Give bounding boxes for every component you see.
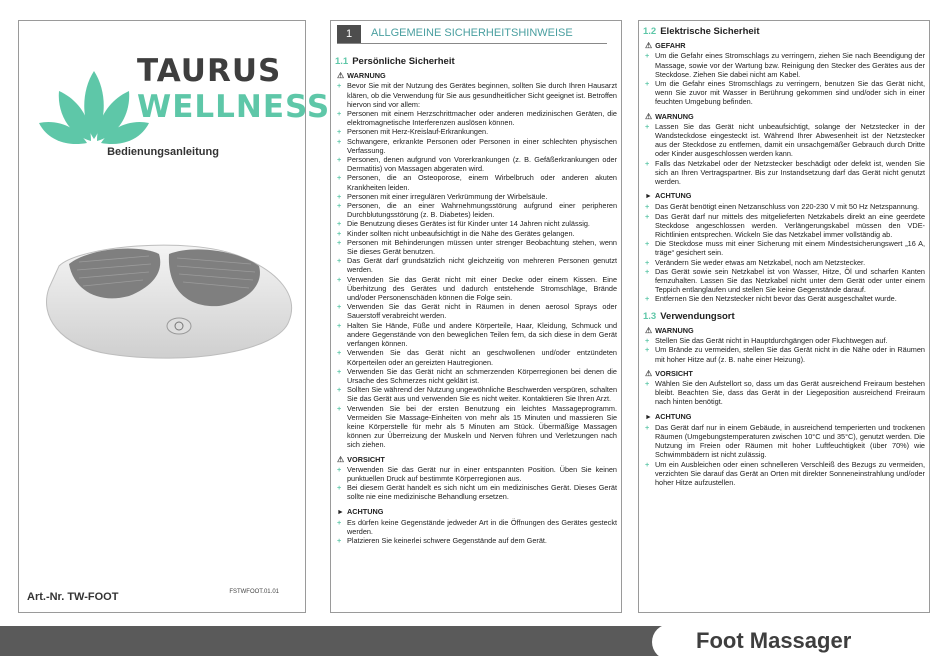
- list-item: + Verwenden Sie das Gerät nicht mit einer Decke oder einem Kissen. Eine Überhitzung des Gerätes und dadurch entstehende Stromschläge, Brände und/oder Personenschäden können die Folge sein.: [335, 275, 617, 303]
- brand-name-line1: TAURUS: [137, 53, 282, 89]
- electrical-safety-content: [643, 27, 925, 487]
- personal-safety-content: [335, 57, 617, 545]
- list-item: + Verwenden Sie das Gerät nicht an schmerzenden Körperregionen bei denen die Ursache des Schmerzes nicht geklärt ist.: [335, 367, 617, 385]
- arrow-right-icon: ►: [645, 193, 652, 201]
- warning-list: [643, 336, 925, 364]
- attention-list: [643, 423, 925, 487]
- list-item: + Halten Sie Hände, Füße und andere Körperteile, Haar, Kleidung, Schmuck und andere Gegenstände von den beweglichen Teilen fern, da sich diese in dem Gerät verfangen können.: [335, 321, 617, 349]
- caution-label: ⚠ VORSICHT: [337, 454, 385, 464]
- warning-triangle-icon: ⚠: [645, 325, 653, 335]
- attention-label: ► ACHTUNG: [645, 411, 692, 421]
- list-item: + Platzieren Sie keinerlei schwere Gegenstände auf dem Gerät.: [335, 536, 617, 545]
- attention-label: ► ACHTUNG: [337, 506, 384, 516]
- product-name: Foot Massager: [696, 628, 852, 653]
- list-item: + Personen, die an Osteoporose, einem Wirbelbruch oder anderen akuten Krankheiten leiden.: [335, 173, 617, 191]
- warning-list: [335, 81, 617, 449]
- list-item: + Schwangere, erkrankte Personen oder Personen in einer schlechten physischen Verfassung.: [335, 137, 617, 155]
- attention-label: ► ACHTUNG: [645, 191, 692, 201]
- warning-triangle-icon: ⚠: [337, 71, 345, 81]
- subsection-heading-1-3: 1.3 Verwendungsort: [643, 310, 735, 322]
- list-item: + Entfernen Sie den Netzstecker nicht bevor das Gerät ausgeschaltet wurde.: [643, 294, 925, 303]
- list-item: + Um die Gefahr eines Stromschlags zu verringern, benutzen Sie das Gerät nicht, wenn Sie zuvor mit Wasser in Berührung gekommen sind und/oder sich in einer feuchten Umgebung befinden.: [643, 79, 925, 107]
- section-title: ALLGEMEINE SICHERHEITSHINWEISE: [371, 27, 573, 39]
- foot-massager-image: [39, 226, 299, 376]
- arrow-right-icon: ►: [337, 508, 344, 516]
- list-item: + Sollten Sie während der Nutzung ungewöhnliche Beschwerden verspüren, schalten Sie das Gerät aus und verwenden Sie es nicht weiter. Kontaktieren Sie Ihren Arzt.: [335, 385, 617, 403]
- list-item: + Das Gerät sowie sein Netzkabel ist von Wasser, Hitze, Öl und scharfen Kanten fernzuhalten. Lassen Sie das Netzkabel nicht unter dem Gerät oder unter einem Teppich entlanglaufen und stellen Sie keine Gegenstände darauf.: [643, 267, 925, 295]
- list-item: + Personen mit einem Herzschrittmacher oder anderen medizinischen Geräten, die elektromagnetische Interferenzen auslösen können.: [335, 109, 617, 127]
- warning-label: ⚠ WARNUNG: [337, 71, 386, 81]
- list-item: + Das Gerät benötigt einen Netzanschluss von 220-230 V mit 50 Hz Netzspannung.: [643, 202, 925, 211]
- list-item: + Die Steckdose muss mit einer Sicherung mit einem Mindestsicherungswert „16 A, träge“ gesichert sein.: [643, 239, 925, 257]
- list-item: + Stellen Sie das Gerät nicht in Hauptdurchgängen oder Fluchtwegen auf.: [643, 336, 925, 345]
- list-item: + Bei diesem Gerät handelt es sich nicht um ein medizinisches Gerät. Dieses Gerät sollte nie eine medizinische Behandlung ersetzen.: [335, 483, 617, 501]
- attention-list: [643, 202, 925, 303]
- section-header: [337, 25, 607, 44]
- document-code: FSTWFOOT.01.01: [229, 589, 279, 595]
- warning-triangle-icon: ⚠: [337, 454, 345, 464]
- list-item: + Das Gerät darf nur mittels des mitgelieferten Netzkabels direkt an eine geerdete Steckdose angeschlossen werden. Verlängerungskabel müssen den VDE-Richtlinien entsprechen. Wickeln Sie das Netzkabel immer vollständig ab.: [643, 212, 925, 240]
- warning-label: ⚠ WARNUNG: [645, 111, 694, 121]
- list-item: + Verwenden Sie das Gerät nur in einer entspannten Position. Üben Sie keinen punktuellen Druck auf bestimmte Körperregionen aus.: [335, 465, 617, 483]
- list-item: + Es dürfen keine Gegenstände jedweder Art in die Öffnungen des Gerätes gesteckt werden.: [335, 518, 617, 536]
- danger-list: [643, 51, 925, 106]
- list-item: + Kinder sollten nicht unbeaufsichtigt in die Nähe des Gerätes gelangen.: [335, 229, 617, 238]
- cover-panel: [18, 20, 331, 613]
- list-item: + Falls das Netzkabel oder der Netzstecker beschädigt oder defekt ist, wenden Sie sich an Ihren Vertragspartner. Bis zur Instandsetzung darf das Gerät nicht genutzt werden.: [643, 159, 925, 187]
- list-item: + Personen mit Behinderungen müssen unter strenger Beobachtung stehen, wenn Sie dieses Gerät benutzen.: [335, 238, 617, 256]
- subsection-heading-1-1: 1.1 Persönliche Sicherheit: [335, 56, 455, 67]
- list-item: + Personen mit Herz-Kreislauf-Erkrankungen.: [335, 127, 617, 136]
- list-item: + Wählen Sie den Aufstellort so, dass um das Gerät ausreichend Freiraum bestehen bleibt. Beachten Sie, dass das Gerät in der Liegeposition ausreichend Freiraum nach hinten benötigt.: [643, 379, 925, 407]
- list-item: + Die Benutzung dieses Gerätes ist für Kinder unter 14 Jahren nicht zulässig.: [335, 219, 617, 228]
- list-item: + Personen mit einer irregulären Verkrümmung der Wirbelsäule.: [335, 192, 617, 201]
- article-number: Art.-Nr. TW-FOOT: [27, 591, 119, 603]
- list-item: + Das Gerät darf nur in einem Gebäude, in ausreichend temperierten und trockenen Räumen (Umgebungstemperaturen zwischen 10°C und 35°C), genutzt werden. Die Nutzung im Freien oder Räumen mit hoher Luftfeuchtigkeit (über 70%) wie Schwimmbädern ist nicht zulässig.: [643, 423, 925, 460]
- caution-label: ⚠ VORSICHT: [645, 368, 693, 378]
- manual-title: Bedienungsanleitung: [107, 146, 219, 158]
- warning-triangle-icon: ⚠: [645, 41, 653, 51]
- list-item: + Verwenden Sie das Gerät nicht an geschwollenen und/oder entzündeten Körperteilen oder an gereizten Hautregionen.: [335, 348, 617, 366]
- list-item: + Verwenden Sie bei der ersten Benutzung ein leichtes Massageprogramm. Vermeiden Sie Massage-Einheiten von mehr als 15 Minuten und massieren Sie keine Körperstelle für mehr als 5 Minuten am Stück. Übermäßige Massagen können zur Überreizung der Muskeln und Nerven führen und Verletzungen nach sich ziehen.: [335, 404, 617, 450]
- warning-list: [643, 122, 925, 186]
- caution-list: [335, 465, 617, 502]
- list-item: + Das Gerät darf grundsätzlich nicht gleichzeitig von mehreren Personen genutzt werden.: [335, 256, 617, 274]
- safety-panel-2: [638, 20, 930, 613]
- brand-name-line2: WELLNESS: [137, 89, 331, 125]
- warning-label: ⚠ WARNUNG: [645, 325, 694, 335]
- attention-list: [335, 518, 617, 546]
- list-item: + Um die Gefahr eines Stromschlags zu verringern, ziehen Sie nach Beendigung der Massage, sowie vor der Wartung bzw. Reinigung den Stecker des Gerätes aus der Steckdose. Ziehen Sie dabei nicht am Kabel.: [643, 51, 925, 79]
- list-item: + Bevor Sie mit der Nutzung des Gerätes beginnen, sollten Sie durch Ihren Hausarzt klären, ob die Verwendung für Sie aus gesundheitlicher Sicht geeignet ist. Betroffen hiervon sind vor allem:: [335, 81, 617, 109]
- list-item: + Verändern Sie weder etwas am Netzkabel, noch am Netzstecker.: [643, 258, 925, 267]
- list-item: + Um Brände zu vermeiden, stellen Sie das Gerät nicht in die Nähe oder in Räumen mit hoher Hitze auf (z. B. nahe einer Heizung).: [643, 345, 925, 363]
- subsection-heading-1-2: 1.2 Elektrische Sicherheit: [643, 26, 760, 37]
- section-number: 1: [337, 25, 361, 43]
- list-item: + Personen, denen aufgrund von Vorerkrankungen (z. B. Gefäßerkrankungen oder Dermatitis) von Massagen abgeraten wird.: [335, 155, 617, 173]
- safety-panel-1: [330, 20, 622, 613]
- arrow-right-icon: ►: [645, 413, 652, 421]
- list-item: + Lassen Sie das Gerät nicht unbeaufsichtigt, solange der Netzstecker in der Wandsteckdose eingesteckt ist. Während Ihrer Abwesenheit ist der Netzstecker aus der Steckdose zu entfernen, damit ein unsachgemäßer Gebrauch durch Dritte oder Kinder ausgeschlossen werden kann.: [643, 122, 925, 159]
- list-item: + Um ein Ausbleichen oder einen schnelleren Verschleiß des Bezugs zu vermeiden, verzichten Sie darauf das Gerät an Orten mit direkter Sonneneinstrahlung und/oder hoher Hitze aufzustellen.: [643, 460, 925, 488]
- warning-triangle-icon: ⚠: [645, 111, 653, 121]
- caution-list: [643, 379, 925, 407]
- danger-label: ⚠ GEFAHR: [645, 41, 686, 51]
- list-item: + Personen, die an einer Wahrnehmungsstörung aufgrund einer peripheren Durchblutungsstörung (z. B. Diabetes) leiden.: [335, 201, 617, 219]
- list-item: + Verwenden Sie das Gerät nicht in Räumen in denen aerosol Sprays oder Sauerstoff verabreicht werden.: [335, 302, 617, 320]
- warning-triangle-icon: ⚠: [645, 368, 653, 378]
